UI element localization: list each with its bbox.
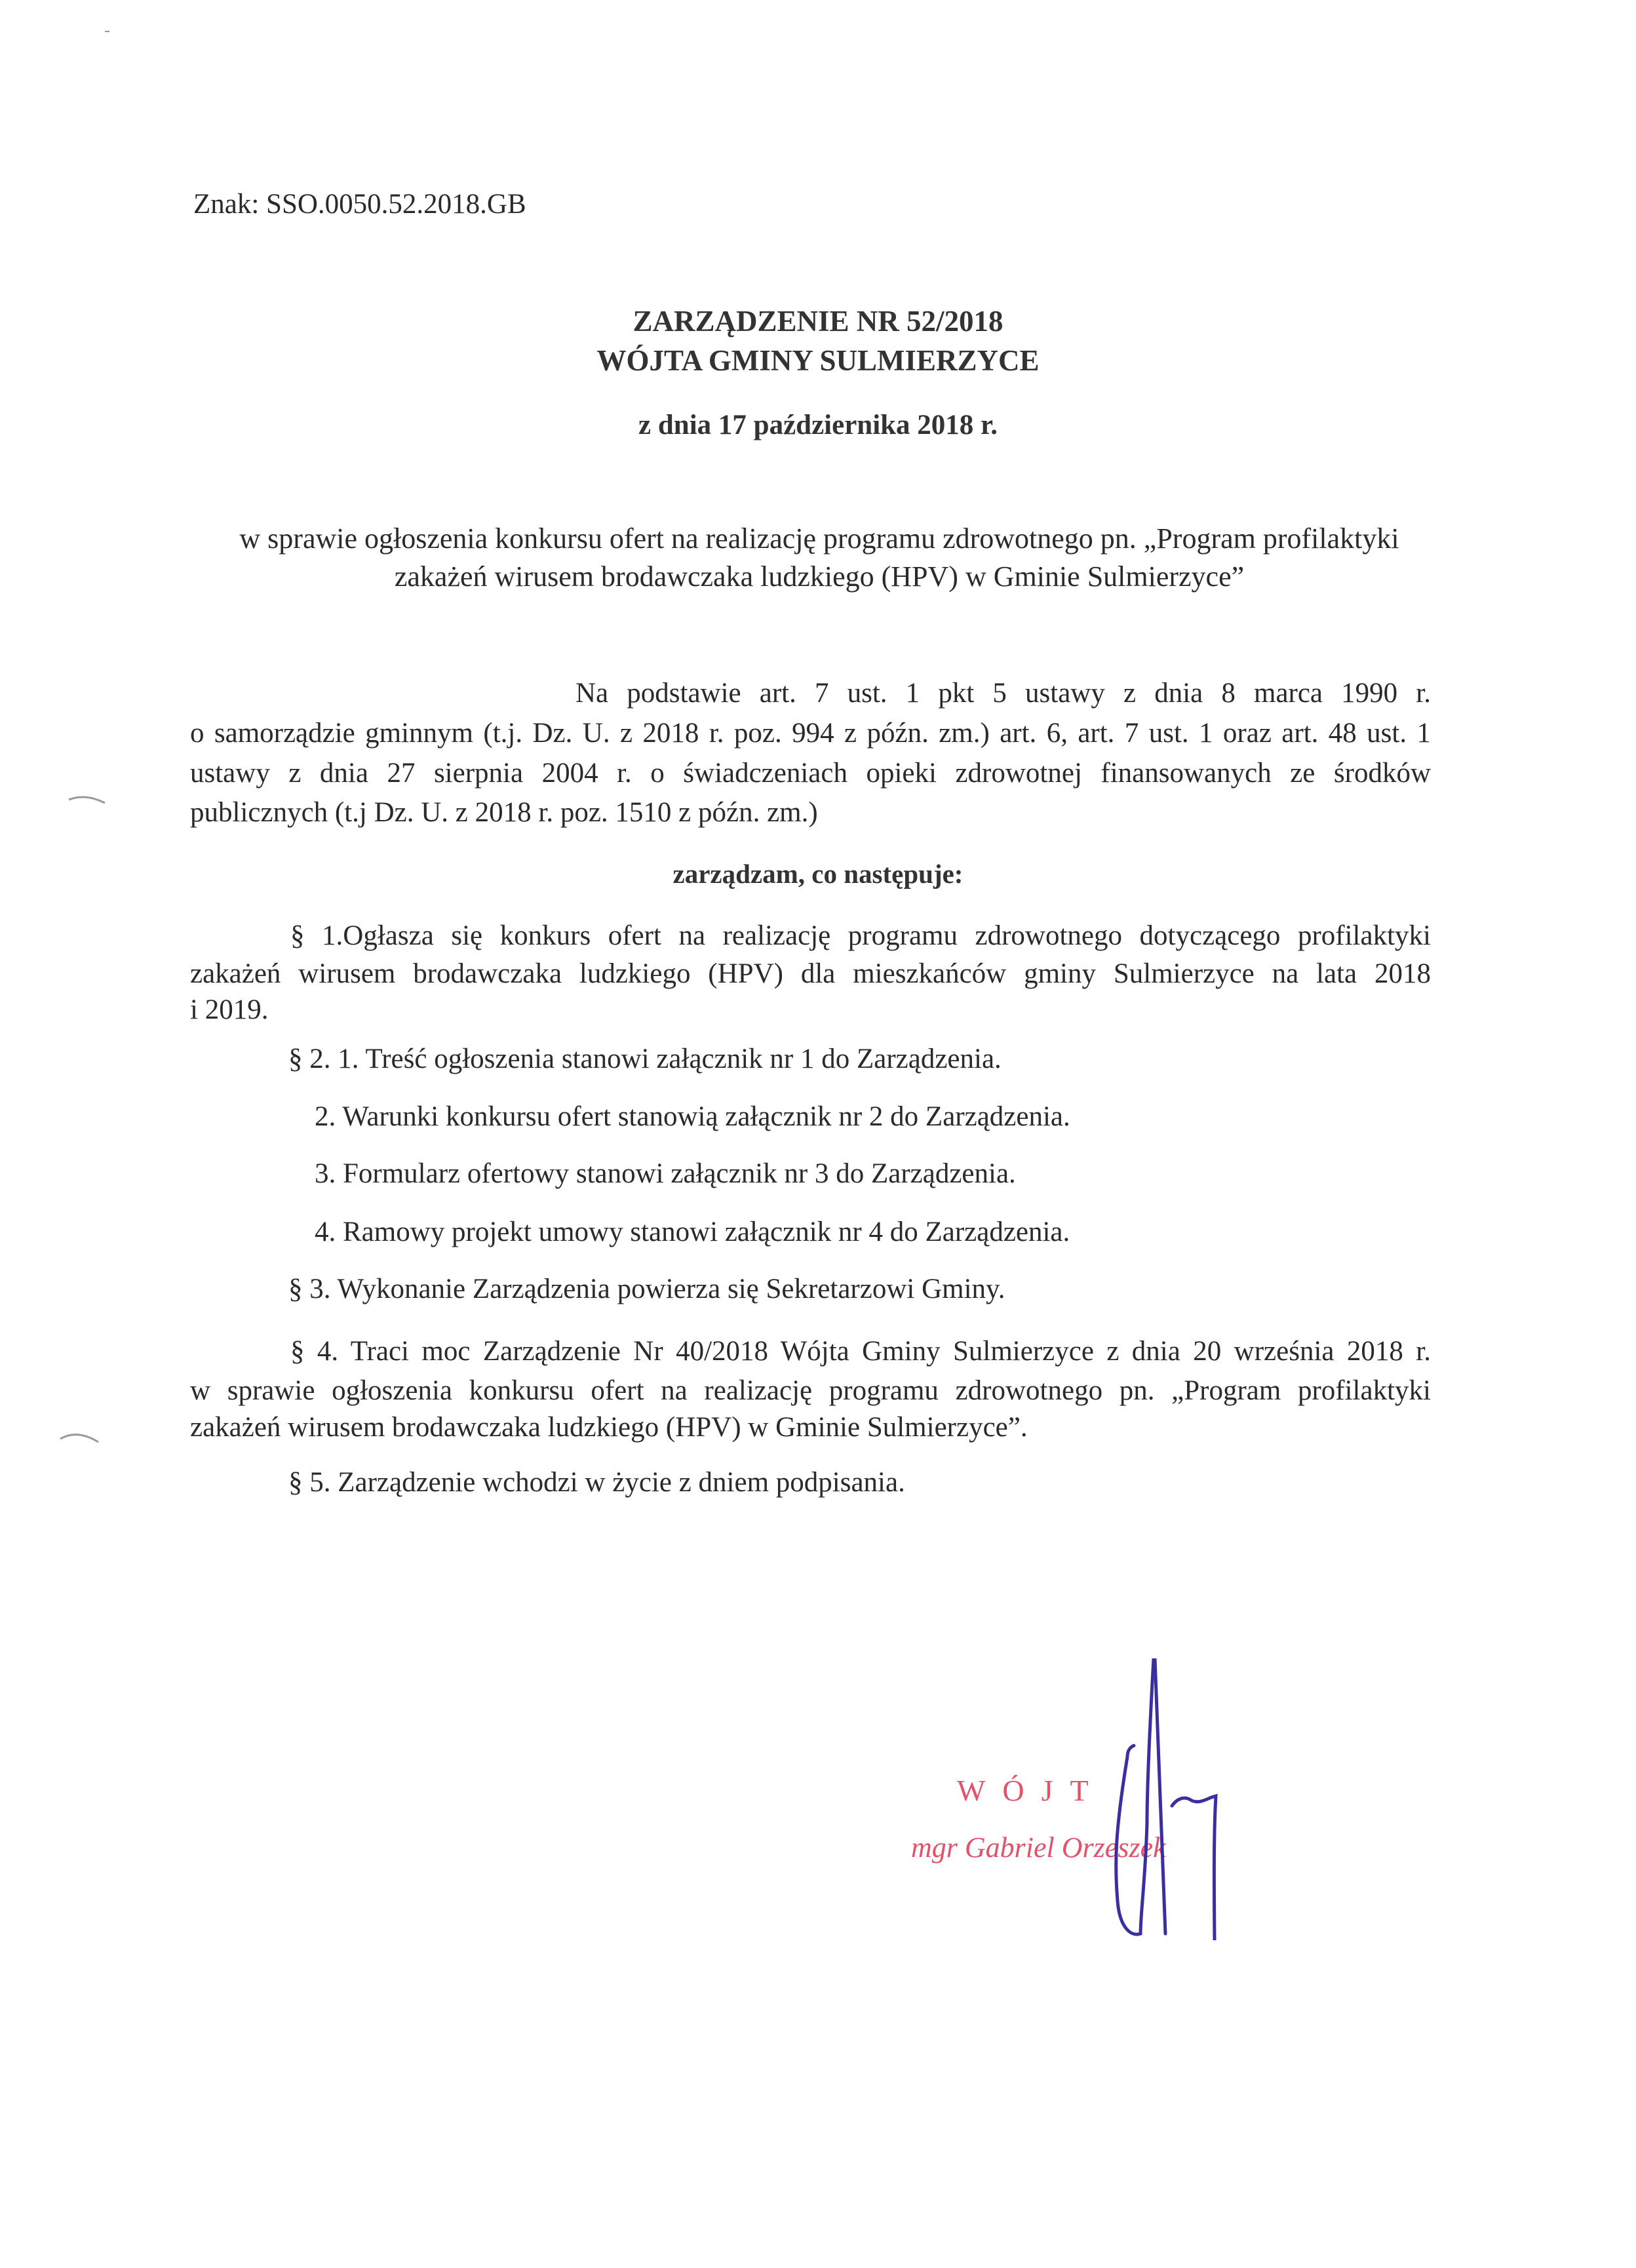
decree-issuer: WÓJTA GMINY SULMIERZYCE <box>596 344 1040 377</box>
decree-phrase: zarządzam, co następuje: <box>672 859 964 889</box>
signature-stroke <box>1155 1658 1165 1934</box>
paragraph-item: 2. Warunki konkursu ofert stanowią załącznik nr 2 do Zarządzenia. <box>315 1101 1070 1132</box>
paragraph-item: § 2. 1. Treść ogłoszenia stanowi załącznik nr 1 do Zarządzenia. <box>288 1044 1002 1074</box>
stamp-name: mgr Gabriel Orzeszek <box>911 1831 1166 1864</box>
reference-number: Znak: SSO.0050.52.2018.GB <box>193 189 526 220</box>
paragraph-line: zakażeń wirusem brodawczaka ludzkiego (HPV) dla mieszkańców gminy Sulmierzyce na lata 2018 <box>190 958 1431 989</box>
legal-basis-line: o samorządzie gminnym (t.j. Dz. U. z 2018 r. poz. 994 z późn. zm.) art. 6, art. 7 ust. 1 oraz art. 48 ust. 1 <box>190 718 1431 749</box>
legal-basis-line: Na podstawie art. 7 ust. 1 pkt 5 ustawy z dnia 8 marca 1990 r. <box>575 678 1431 709</box>
decree-date: z dnia 17 października 2018 r. <box>638 410 998 440</box>
decree-title: ZARZĄDZENIE NR 52/2018 <box>633 305 1003 338</box>
paragraph-line: § 1.Ogłasza się konkurs ofert na realizację programu zdrowotnego dotyczącego profilaktyki <box>290 920 1431 951</box>
signature-stroke <box>1116 1658 1154 1934</box>
subject-line: zakażeń wirusem brodawczaka ludzkiego (HPV) w Gminie Sulmierzyce” <box>394 560 1245 593</box>
legal-basis-line: publicznych (t.j Dz. U. z 2018 r. poz. 1510 z późn. zm.) <box>190 797 818 828</box>
paragraph-item: 3. Formularz ofertowy stanowi załącznik nr 3 do Zarządzenia. <box>315 1158 1016 1189</box>
stamp-title: WÓJT <box>957 1774 1106 1807</box>
paragraph-line: w sprawie ogłoszenia konkursu ofert na realizację programu zdrowotnego pn. „Program profilaktyki <box>190 1375 1431 1406</box>
handwritten-signature <box>1042 1658 1252 1940</box>
punch-hole-mark-icon <box>60 1435 98 1442</box>
paragraph-line: i 2019. <box>190 994 269 1025</box>
paragraph-line: zakażeń wirusem brodawczaka ludzkiego (HPV) w Gminie Sulmierzyce”. <box>190 1412 1028 1443</box>
punch-hole-mark-icon <box>69 797 105 803</box>
subject-line: w sprawie ogłoszenia konkursu ofert na realizację programu zdrowotnego pn. „Program profilaktyki <box>239 522 1399 555</box>
signature-stroke <box>1172 1796 1216 1940</box>
paragraph-5: § 5. Zarządzenie wchodzi w życie z dniem podpisania. <box>288 1467 905 1498</box>
paragraph-line: § 4. Traci moc Zarządzenie Nr 40/2018 Wójta Gminy Sulmierzyce z dnia 20 września 2018 r. <box>290 1336 1431 1367</box>
legal-basis-line: ustawy z dnia 27 sierpnia 2004 r. o świadczeniach opieki zdrowotnej finansowanych ze środków <box>190 758 1431 789</box>
paragraph-3: § 3. Wykonanie Zarządzenia powierza się Sekretarzowi Gminy. <box>288 1274 1005 1304</box>
paragraph-item: 4. Ramowy projekt umowy stanowi załącznik nr 4 do Zarządzenia. <box>315 1217 1070 1247</box>
